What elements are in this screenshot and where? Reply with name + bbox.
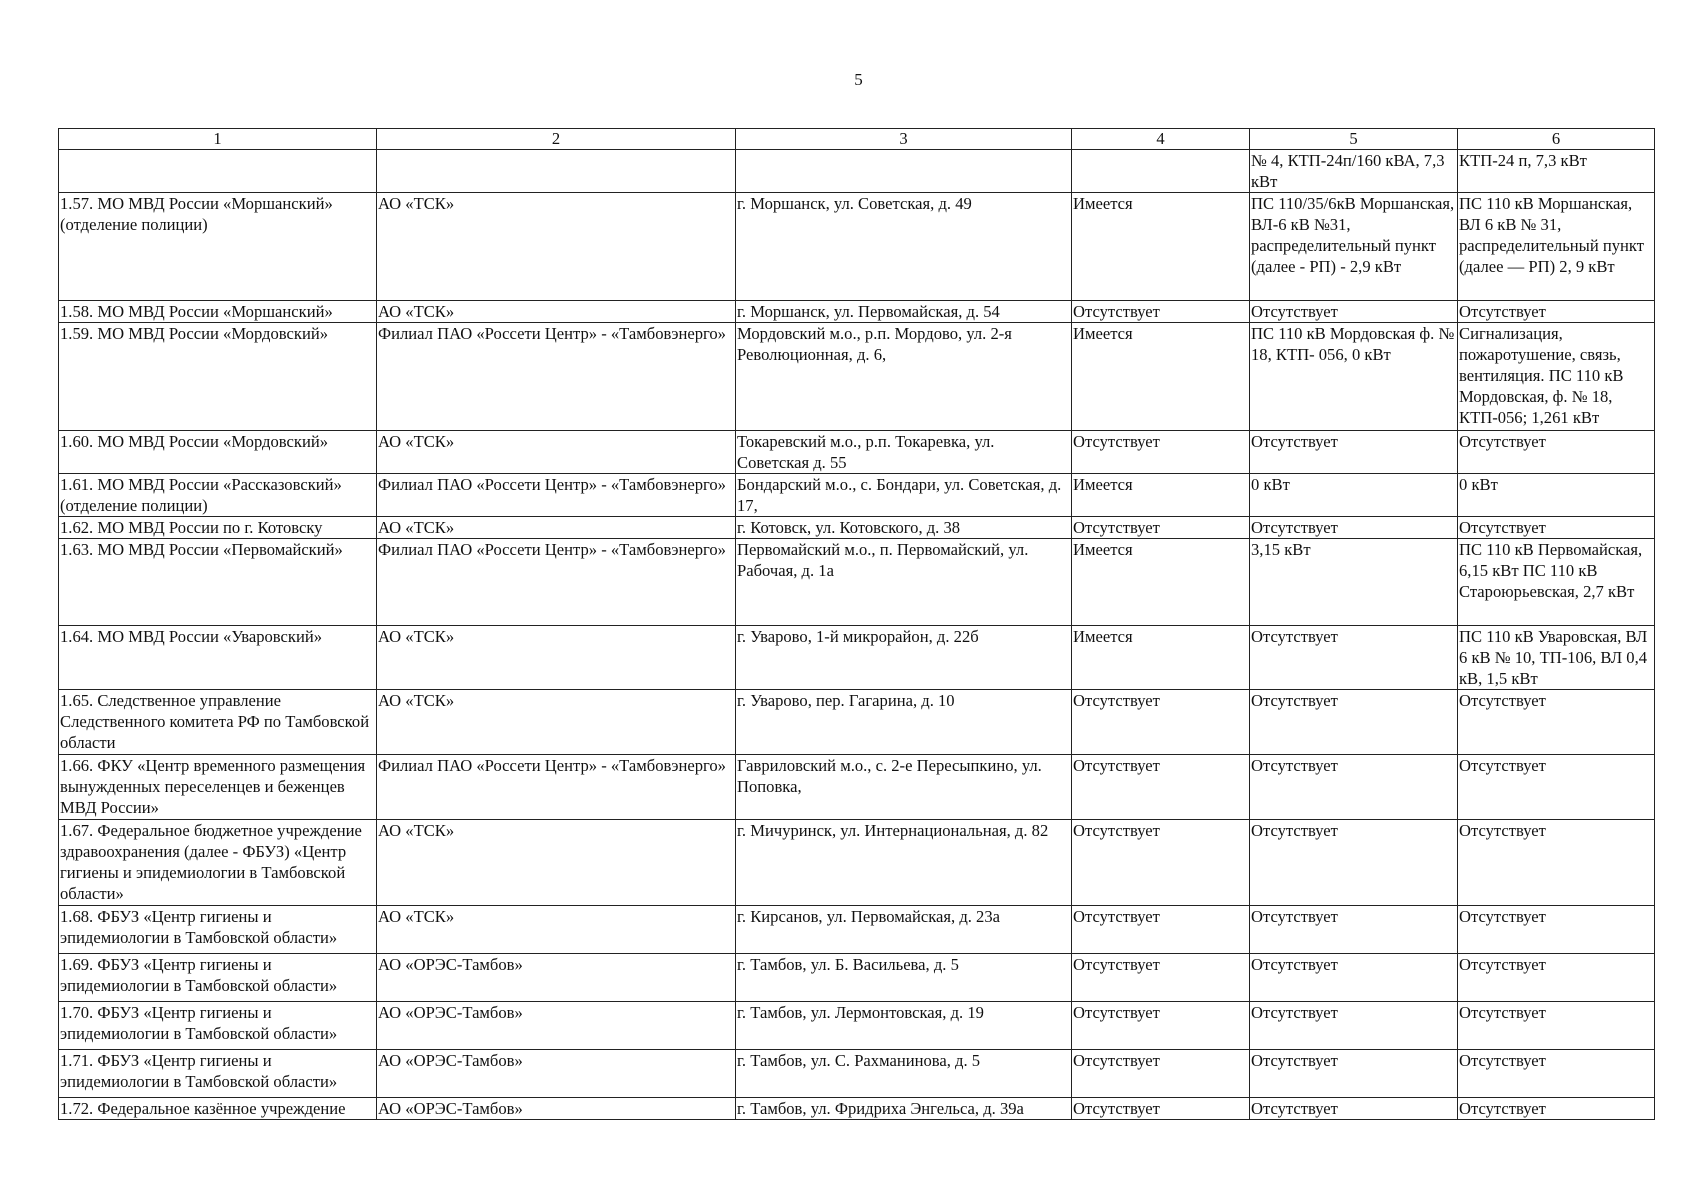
table-cell: Отсутствует	[1250, 1098, 1458, 1120]
table-cell: 1.70. ФБУЗ «Центр гигиены и эпидемиологии в Тамбовской области»	[59, 1002, 377, 1050]
table-cell: 1.68. ФБУЗ «Центр гигиены и эпидемиологии в Тамбовской области»	[59, 906, 377, 954]
table-cell: Отсутствует	[1458, 906, 1655, 954]
table-cell	[59, 150, 377, 193]
table-cell: АО «ОРЭС-Тамбов»	[377, 1050, 736, 1098]
table-cell: г. Кирсанов, ул. Первомайская, д. 23а	[736, 906, 1072, 954]
table-cell: Отсутствует	[1250, 954, 1458, 1002]
column-header: 2	[377, 129, 736, 150]
table-cell: Имеется	[1072, 474, 1250, 517]
table-cell: 1.63. МО МВД России «Первомайский»	[59, 539, 377, 626]
table-cell: 1.59. МО МВД России «Мордовский»	[59, 323, 377, 431]
table-cell	[1072, 150, 1250, 193]
table-cell: г. Тамбов, ул. Фридриха Энгельса, д. 39а	[736, 1098, 1072, 1120]
table-cell: Отсутствует	[1072, 820, 1250, 906]
table-cell: Отсутствует	[1250, 431, 1458, 474]
table-cell: 1.66. ФКУ «Центр временного размещения вынужденных переселенцев и беженцев МВД России»	[59, 755, 377, 820]
table-cell: АО «ТСК»	[377, 517, 736, 539]
table-cell: АО «ТСК»	[377, 193, 736, 301]
table-row	[59, 474, 1655, 517]
table-cell: Имеется	[1072, 626, 1250, 690]
table-cell: 1.71. ФБУЗ «Центр гигиены и эпидемиологии в Тамбовской области»	[59, 1050, 377, 1098]
table-cell: Отсутствует	[1458, 301, 1655, 323]
table-cell: ПС 110/35/6кВ Моршанская, ВЛ-6 кВ №31, распределительный пункт (далее - РП) - 2,9 кВт	[1250, 193, 1458, 301]
table-cell: г. Тамбов, ул. Лермонтовская, д. 19	[736, 1002, 1072, 1050]
table-cell: Токаревский м.о., р.п. Токаревка, ул. Советская д. 55	[736, 431, 1072, 474]
table-cell: КТП-24 п, 7,3 кВт	[1458, 150, 1655, 193]
table-row	[59, 906, 1655, 954]
table-cell: 1.65. Следственное управление Следственного комитета РФ по Тамбовской области	[59, 690, 377, 755]
table-cell: Отсутствует	[1072, 1098, 1250, 1120]
table-cell: АО «ТСК»	[377, 301, 736, 323]
header-row	[59, 129, 1655, 150]
table-cell: ПС 110 кВ Первомайская, 6,15 кВт ПС 110 кВ Староюрьевская, 2,7 кВт	[1458, 539, 1655, 626]
table-cell: Первомайский м.о., п. Первомайский, ул. Рабочая, д. 1а	[736, 539, 1072, 626]
table-row	[59, 517, 1655, 539]
column-header: 5	[1250, 129, 1458, 150]
column-header: 4	[1072, 129, 1250, 150]
table-cell: Отсутствует	[1458, 755, 1655, 820]
table-row	[59, 150, 1655, 193]
table-cell: Филиал ПАО «Россети Центр» - «Тамбовэнерго»	[377, 474, 736, 517]
table-cell: Отсутствует	[1250, 820, 1458, 906]
table-cell	[736, 150, 1072, 193]
table-cell: Отсутствует	[1250, 755, 1458, 820]
table-cell: Филиал ПАО «Россети Центр» - «Тамбовэнерго»	[377, 323, 736, 431]
table-cell: 1.64. МО МВД России «Уваровский»	[59, 626, 377, 690]
table-cell: Отсутствует	[1072, 1050, 1250, 1098]
table-row	[59, 431, 1655, 474]
table-cell: г. Уварово, 1-й микрорайон, д. 22б	[736, 626, 1072, 690]
table-cell: Отсутствует	[1250, 906, 1458, 954]
table-cell: Отсутствует	[1072, 954, 1250, 1002]
table-cell: Отсутствует	[1458, 954, 1655, 1002]
table-cell: Отсутствует	[1250, 1050, 1458, 1098]
table-cell: ПС 110 кВ Моршанская, ВЛ 6 кВ № 31, распределительный пункт (далее — РП) 2, 9 кВт	[1458, 193, 1655, 301]
table-cell: Бондарский м.о., с. Бондари, ул. Советская, д. 17,	[736, 474, 1072, 517]
table-row	[59, 954, 1655, 1002]
table-cell: АО «ТСК»	[377, 690, 736, 755]
table-cell: Отсутствует	[1458, 431, 1655, 474]
table-header	[59, 129, 1655, 150]
table-cell: Отсутствует	[1072, 690, 1250, 755]
table-cell: Отсутствует	[1072, 755, 1250, 820]
table-cell: Отсутствует	[1250, 301, 1458, 323]
table-cell: 1.67. Федеральное бюджетное учреждение здравоохранения (далее - ФБУЗ) «Центр гигиены и эпидемиологии в Тамбовской области»	[59, 820, 377, 906]
table-cell: Отсутствует	[1458, 1050, 1655, 1098]
table-cell: 1.61. МО МВД России «Рассказовский» (отделение полиции)	[59, 474, 377, 517]
column-header: 1	[59, 129, 377, 150]
table-row	[59, 626, 1655, 690]
table-cell: 1.57. МО МВД России «Моршанский» (отделение полиции)	[59, 193, 377, 301]
table-cell: АО «ОРЭС-Тамбов»	[377, 954, 736, 1002]
table-cell: 1.69. ФБУЗ «Центр гигиены и эпидемиологии в Тамбовской области»	[59, 954, 377, 1002]
table-cell: Сигнализация, пожаротушение, связь, вентиляция. ПС 110 кВ Мордовская, ф. № 18, КТП-056; 1,261 кВт	[1458, 323, 1655, 431]
table-cell: 3,15 кВт	[1250, 539, 1458, 626]
table-cell: АО «ТСК»	[377, 626, 736, 690]
table-cell: АО «ОРЭС-Тамбов»	[377, 1098, 736, 1120]
table-cell: Филиал ПАО «Россети Центр» - «Тамбовэнерго»	[377, 755, 736, 820]
table-row	[59, 1098, 1655, 1120]
table-cell: № 4, КТП-24п/160 кВА, 7,3 кВт	[1250, 150, 1458, 193]
table-cell: 1.62. МО МВД России по г. Котовску	[59, 517, 377, 539]
table-cell: Отсутствует	[1458, 690, 1655, 755]
table-cell: Отсутствует	[1458, 820, 1655, 906]
table-cell: г. Уварово, пер. Гагарина, д. 10	[736, 690, 1072, 755]
table-cell: ПС 110 кВ Мордовская ф. № 18, КТП- 056, 0 кВт	[1250, 323, 1458, 431]
table-row	[59, 301, 1655, 323]
table-cell: Отсутствует	[1072, 431, 1250, 474]
table-cell	[377, 150, 736, 193]
table-row	[59, 1002, 1655, 1050]
table-cell: г. Моршанск, ул. Первомайская, д. 54	[736, 301, 1072, 323]
table-cell: АО «ТСК»	[377, 431, 736, 474]
table-row	[59, 820, 1655, 906]
table-cell: АО «ТСК»	[377, 820, 736, 906]
table-cell: Имеется	[1072, 539, 1250, 626]
table-cell: ПС 110 кВ Уваровская, ВЛ 6 кВ № 10, ТП-106, ВЛ 0,4 кВ, 1,5 кВт	[1458, 626, 1655, 690]
table-cell: Отсутствует	[1250, 626, 1458, 690]
table-cell: АО «ОРЭС-Тамбов»	[377, 1002, 736, 1050]
table-body	[59, 150, 1655, 1120]
column-header: 6	[1458, 129, 1655, 150]
page-number: 5	[854, 70, 863, 89]
table-cell: г. Мичуринск, ул. Интернациональная, д. 82	[736, 820, 1072, 906]
table-cell: Отсутствует	[1072, 906, 1250, 954]
table-cell: 1.58. МО МВД России «Моршанский»	[59, 301, 377, 323]
table-cell: 1.72. Федеральное казённое учреждение	[59, 1098, 377, 1120]
table-cell: Имеется	[1072, 193, 1250, 301]
column-header: 3	[736, 129, 1072, 150]
table-cell: Отсутствует	[1250, 1002, 1458, 1050]
table-cell: Мордовский м.о., р.п. Мордово, ул. 2-я Революционная, д. 6,	[736, 323, 1072, 431]
table-cell: Имеется	[1072, 323, 1250, 431]
table-row	[59, 193, 1655, 301]
table-cell: Отсутствует	[1072, 1002, 1250, 1050]
table-cell: Отсутствует	[1458, 1098, 1655, 1120]
table-cell: Отсутствует	[1250, 690, 1458, 755]
table-row	[59, 539, 1655, 626]
table-cell: Гавриловский м.о., с. 2-е Пересыпкино, ул. Поповка,	[736, 755, 1072, 820]
table-row	[59, 690, 1655, 755]
table-cell: Филиал ПАО «Россети Центр» - «Тамбовэнерго»	[377, 539, 736, 626]
table-cell: АО «ТСК»	[377, 906, 736, 954]
table-cell: 1.60. МО МВД России «Мордовский»	[59, 431, 377, 474]
table-cell: г. Моршанск, ул. Советская, д. 49	[736, 193, 1072, 301]
table-cell: Отсутствует	[1072, 301, 1250, 323]
table-cell: г. Котовск, ул. Котовского, д. 38	[736, 517, 1072, 539]
table-cell: 0 кВт	[1250, 474, 1458, 517]
table-cell: г. Тамбов, ул. Б. Васильева, д. 5	[736, 954, 1072, 1002]
table-cell: 0 кВт	[1458, 474, 1655, 517]
table-cell: Отсутствует	[1072, 517, 1250, 539]
table-cell: Отсутствует	[1458, 1002, 1655, 1050]
data-table	[58, 128, 1655, 1120]
table-cell: Отсутствует	[1458, 517, 1655, 539]
table-row	[59, 1050, 1655, 1098]
table-row	[59, 323, 1655, 431]
table-row	[59, 755, 1655, 820]
table-cell: Отсутствует	[1250, 517, 1458, 539]
table-cell: г. Тамбов, ул. С. Рахманинова, д. 5	[736, 1050, 1072, 1098]
